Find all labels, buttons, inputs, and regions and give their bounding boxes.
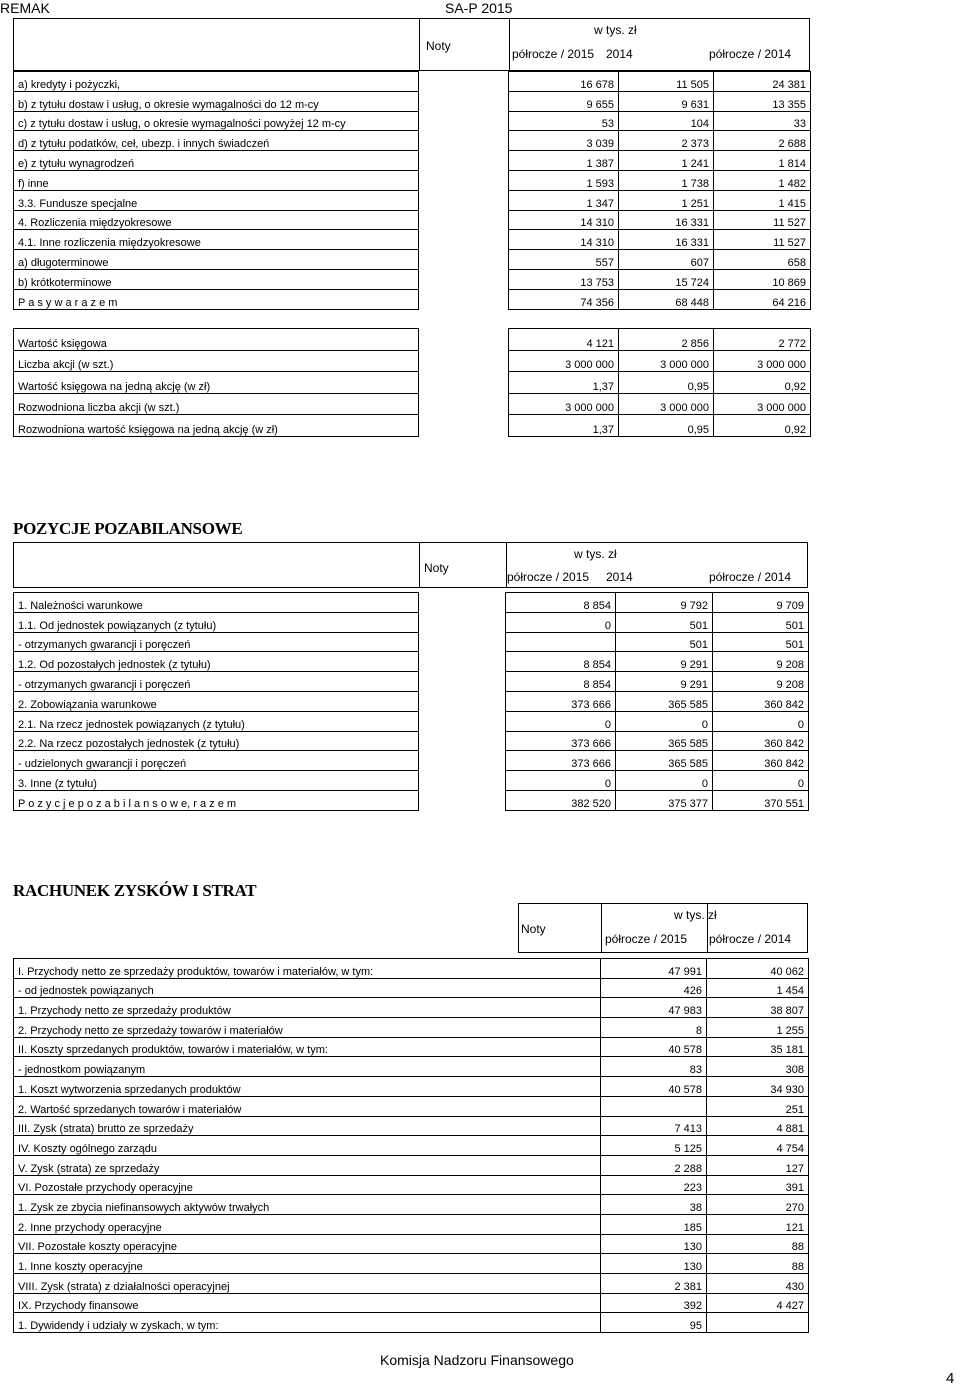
row-label: b) z tytułu dostaw i usług, o okresie wymagalności do 12 m-cy	[14, 91, 419, 111]
col-h1-2014: półrocze / 2014	[709, 47, 792, 61]
unit-label: w tys. zł	[574, 547, 617, 561]
value-cell-v2: 430	[707, 1274, 809, 1294]
value-cell-v2: 9 291	[616, 672, 713, 692]
notes-cell	[419, 771, 506, 791]
table-row	[14, 329, 811, 351]
table-row	[14, 1018, 809, 1038]
table-row	[14, 1293, 809, 1313]
row-label: IX. Przychody finansowe	[14, 1293, 601, 1313]
notes-cell	[419, 329, 509, 351]
notes-cell	[419, 372, 509, 394]
value-cell-v1: 47 991	[601, 959, 707, 979]
value-cell-v3: 64 216	[714, 289, 811, 309]
value-cell-v2: 38 807	[707, 998, 809, 1018]
noty-label: Noty	[426, 39, 451, 53]
row-label: 3.3. Fundusze specjalne	[14, 190, 419, 210]
value-cell-v1: 8 854	[506, 652, 616, 672]
table-row	[14, 731, 809, 751]
row-label: 2.1. Na rzecz jednostek powiązanych (z tytułu)	[14, 711, 419, 731]
row-label: III. Zysk (strata) brutto ze sprzedaży	[14, 1116, 601, 1136]
value-cell-v2: 9 792	[616, 593, 713, 613]
value-cell-v3: 1 415	[714, 190, 811, 210]
value-cell-v1: 130	[601, 1234, 707, 1254]
notes-cell	[419, 672, 506, 692]
value-cell-v1: 382 520	[506, 790, 616, 810]
table-row	[14, 1096, 809, 1116]
value-cell-v1: 3 000 000	[509, 393, 619, 415]
value-cell-v3: 0	[713, 711, 809, 731]
value-cell-v2: 1 255	[707, 1018, 809, 1038]
table-row	[14, 190, 811, 210]
offbalance-title: POZYCJE POZABILANSOWE	[13, 519, 243, 538]
col-h1-2014: półrocze / 2014	[709, 932, 792, 946]
table-row	[14, 998, 809, 1018]
notes-cell	[419, 131, 509, 151]
row-label: Wartość księgowa	[14, 329, 419, 351]
value-cell-v1: 8	[601, 1018, 707, 1038]
value-cell-v2: 365 585	[616, 691, 713, 711]
row-label: P o z y c j e p o z a b i l a n s o w e, r a z e m	[14, 790, 419, 810]
value-cell-v1: 0	[506, 711, 616, 731]
value-cell-v1: 223	[601, 1175, 707, 1195]
value-cell-v1: 47 983	[601, 998, 707, 1018]
row-label: 1. Dywidendy i udziały w zyskach, w tym:	[14, 1313, 601, 1333]
page-number: 4	[946, 1370, 955, 1387]
value-cell-v1: 1 347	[509, 190, 619, 210]
value-cell-v3: 10 869	[714, 269, 811, 289]
value-cell-v1: 1 387	[509, 151, 619, 171]
notes-cell	[419, 711, 506, 731]
value-cell-v2: 1 241	[619, 151, 714, 171]
offbalance-header	[13, 542, 808, 588]
table-row	[14, 210, 811, 230]
row-label: 1. Inne koszty operacyjne	[14, 1254, 601, 1274]
value-cell-v3: 11 527	[714, 230, 811, 250]
value-cell-v1: 95	[601, 1313, 707, 1333]
unit-label: w tys. zł	[594, 23, 637, 37]
value-cell-v2: 501	[616, 632, 713, 652]
value-cell-v1: 0	[506, 771, 616, 791]
value-cell-v1: 16 678	[509, 72, 619, 92]
value-cell-v2: 127	[707, 1155, 809, 1175]
notes-cell	[419, 415, 509, 437]
value-cell-v2: 1 738	[619, 170, 714, 190]
value-cell-v3: 9 709	[713, 593, 809, 613]
notes-cell	[419, 790, 506, 810]
noty-label: Noty	[521, 922, 546, 936]
row-label: - otrzymanych gwarancji i poręczeń	[14, 632, 419, 652]
table-row	[14, 978, 809, 998]
row-label: 2. Wartość sprzedanych towarów i materiałów	[14, 1096, 601, 1116]
row-label: 1. Koszt wytworzenia sprzedanych produktów	[14, 1077, 601, 1097]
value-cell-v2: 0,95	[619, 415, 714, 437]
col-h1-2015: półrocze / 2015	[512, 47, 595, 61]
value-cell-v3: 11 527	[714, 210, 811, 230]
table-row	[14, 632, 809, 652]
document-header-center: SA-P 2015	[445, 0, 513, 16]
value-cell-v1: 14 310	[509, 230, 619, 250]
value-cell-v1: 9 655	[509, 91, 619, 111]
table-row	[14, 593, 809, 613]
col-2014: 2014	[606, 570, 633, 584]
row-label: I. Przychody netto ze sprzedaży produktów, towarów i materiałów, w tym:	[14, 959, 601, 979]
value-cell-v1: 74 356	[509, 289, 619, 309]
row-label: 2.2. Na rzecz pozostałych jednostek (z tytułu)	[14, 731, 419, 751]
value-cell-v3: 1 482	[714, 170, 811, 190]
value-cell-v3: 3 000 000	[714, 350, 811, 372]
value-cell-v1: 2 288	[601, 1155, 707, 1175]
value-cell-v1: 14 310	[509, 210, 619, 230]
income-header	[518, 903, 808, 953]
value-cell-v2: 9 631	[619, 91, 714, 111]
table-row	[14, 1254, 809, 1274]
value-cell-v3: 370 551	[713, 790, 809, 810]
col-h1-2014: półrocze / 2014	[709, 570, 792, 584]
value-cell-v2: 40 062	[707, 959, 809, 979]
table-row	[14, 111, 811, 131]
table-row	[14, 1214, 809, 1234]
notes-cell	[419, 111, 509, 131]
value-cell-v2: 391	[707, 1175, 809, 1195]
value-cell-v3: 9 208	[713, 652, 809, 672]
notes-cell	[419, 751, 506, 771]
value-cell-v1: 557	[509, 250, 619, 270]
value-cell-v3: 360 842	[713, 751, 809, 771]
table-row	[14, 372, 811, 394]
table-row	[14, 151, 811, 171]
value-cell-v1: 8 854	[506, 672, 616, 692]
row-label: 1.2. Od pozostałych jednostek (z tytułu)	[14, 652, 419, 672]
value-cell-v1	[506, 632, 616, 652]
value-cell-v2: 0	[616, 771, 713, 791]
row-label: - od jednostek powiązanych	[14, 978, 601, 998]
passive-header	[13, 18, 810, 71]
table-row	[14, 350, 811, 372]
value-cell-v2: 501	[616, 612, 713, 632]
notes-cell	[419, 210, 509, 230]
row-label: 2. Inne przychody operacyjne	[14, 1214, 601, 1234]
value-cell-v2: 0,95	[619, 372, 714, 394]
value-cell-v2: 16 331	[619, 230, 714, 250]
table-row	[14, 1313, 809, 1333]
value-cell-v2: 121	[707, 1214, 809, 1234]
row-label: 1.1. Od jednostek powiązanych (z tytułu)	[14, 612, 419, 632]
value-cell-v3: 1 814	[714, 151, 811, 171]
notes-cell	[419, 289, 509, 309]
row-label: VII. Pozostałe koszty operacyjne	[14, 1234, 601, 1254]
row-label: P a s y w a r a z e m	[14, 289, 419, 309]
value-cell-v1: 0	[506, 612, 616, 632]
table-row	[14, 691, 809, 711]
row-label: V. Zysk (strata) ze sprzedaży	[14, 1155, 601, 1175]
value-cell-v1: 40 578	[601, 1037, 707, 1057]
table-row	[14, 1037, 809, 1057]
value-cell-v2: 68 448	[619, 289, 714, 309]
table-row	[14, 1136, 809, 1156]
value-cell-v3: 658	[714, 250, 811, 270]
notes-cell	[419, 393, 509, 415]
table-row	[14, 289, 811, 309]
notes-cell	[419, 691, 506, 711]
row-label: - udzielonych gwarancji i poręczeń	[14, 751, 419, 771]
row-label: Liczba akcji (w szt.)	[14, 350, 419, 372]
value-cell-v2: 375 377	[616, 790, 713, 810]
value-cell-v2: 1 251	[619, 190, 714, 210]
row-label: a) kredyty i pożyczki,	[14, 72, 419, 92]
row-label: e) z tytułu wynagrodzeń	[14, 151, 419, 171]
value-cell-v2: 3 000 000	[619, 350, 714, 372]
value-cell-v2: 270	[707, 1195, 809, 1215]
table-row	[14, 612, 809, 632]
notes-cell	[419, 250, 509, 270]
value-cell-v1: 83	[601, 1057, 707, 1077]
table-row	[14, 711, 809, 731]
footer: Komisja Nadzoru Finansowego	[380, 1352, 574, 1368]
value-cell-v2: 607	[619, 250, 714, 270]
offbalance-table	[13, 592, 809, 811]
value-cell-v1: 392	[601, 1293, 707, 1313]
value-cell-v1: 1 593	[509, 170, 619, 190]
row-label: c) z tytułu dostaw i usług, o okresie wymagalności powyżej 12 m-cy	[14, 111, 419, 131]
table-row	[14, 1234, 809, 1254]
row-label: IV. Koszty ogólnego zarządu	[14, 1136, 601, 1156]
income-title: RACHUNEK ZYSKÓW I STRAT	[13, 881, 257, 900]
value-cell-v1: 426	[601, 978, 707, 998]
unit-label: w tys. zł	[674, 908, 717, 922]
value-cell-v1: 1,37	[509, 372, 619, 394]
row-label: a) długoterminowe	[14, 250, 419, 270]
col-h1-2015: półrocze / 2015	[507, 570, 590, 584]
passive-table	[13, 71, 811, 310]
row-label: VIII. Zysk (strata) z działalności operacyjnej	[14, 1274, 601, 1294]
row-label: 3. Inne (z tytułu)	[14, 771, 419, 791]
value-cell-v2: 4 754	[707, 1136, 809, 1156]
row-label: II. Koszty sprzedanych produktów, towarów i materiałów, w tym:	[14, 1037, 601, 1057]
row-label: Rozwodniona liczba akcji (w szt.)	[14, 393, 419, 415]
row-label: f) inne	[14, 170, 419, 190]
value-cell-v2: 88	[707, 1234, 809, 1254]
value-cell-v2: 2 856	[619, 329, 714, 351]
value-cell-v3: 0	[713, 771, 809, 791]
value-cell-v2	[707, 1313, 809, 1333]
value-cell-v2: 9 291	[616, 652, 713, 672]
row-label: - otrzymanych gwarancji i poręczeń	[14, 672, 419, 692]
notes-cell	[419, 612, 506, 632]
table-row	[14, 959, 809, 979]
document-header-left: REMAK	[0, 0, 50, 16]
value-cell-v3: 9 208	[713, 672, 809, 692]
value-cell-v1	[601, 1096, 707, 1116]
value-cell-v1: 5 125	[601, 1136, 707, 1156]
table-row	[14, 131, 811, 151]
value-cell-v1: 38	[601, 1195, 707, 1215]
row-label: 2. Zobowiązania warunkowe	[14, 691, 419, 711]
value-cell-v2: 365 585	[616, 731, 713, 751]
table-row	[14, 751, 809, 771]
table-row	[14, 1155, 809, 1175]
notes-cell	[419, 151, 509, 171]
table-row	[14, 1274, 809, 1294]
value-cell-v2: 34 930	[707, 1077, 809, 1097]
value-cell-v2: 1 454	[707, 978, 809, 998]
notes-cell	[419, 72, 509, 92]
value-cell-v3: 0,92	[714, 415, 811, 437]
notes-cell	[419, 652, 506, 672]
value-cell-v1: 1,37	[509, 415, 619, 437]
table-row	[14, 393, 811, 415]
value-cell-v3: 2 688	[714, 131, 811, 151]
value-cell-v3: 2 772	[714, 329, 811, 351]
value-cell-v2: 3 000 000	[619, 393, 714, 415]
value-cell-v1: 13 753	[509, 269, 619, 289]
row-label: d) z tytułu podatków, ceł, ubezp. i innych świadczeń	[14, 131, 419, 151]
notes-cell	[419, 350, 509, 372]
row-label: 4. Rozliczenia międzyokresowe	[14, 210, 419, 230]
value-cell-v2: 4 427	[707, 1293, 809, 1313]
value-cell-v3: 13 355	[714, 91, 811, 111]
notes-cell	[419, 230, 509, 250]
row-label: b) krótkoterminowe	[14, 269, 419, 289]
notes-cell	[419, 731, 506, 751]
value-cell-v3: 360 842	[713, 731, 809, 751]
row-label: Rozwodniona wartość księgowa na jedną akcję (w zł)	[14, 415, 419, 437]
row-label: 1. Zysk ze zbycia niefinansowych aktywów trwałych	[14, 1195, 601, 1215]
value-cell-v2: 365 585	[616, 751, 713, 771]
value-cell-v1: 40 578	[601, 1077, 707, 1097]
col-h1-2015: półrocze / 2015	[605, 932, 688, 946]
notes-cell	[419, 91, 509, 111]
value-cell-v1: 185	[601, 1214, 707, 1234]
value-cell-v3: 0,92	[714, 372, 811, 394]
notes-cell	[419, 170, 509, 190]
value-cell-v3: 501	[713, 612, 809, 632]
value-cell-v1: 373 666	[506, 691, 616, 711]
table-row	[14, 672, 809, 692]
value-cell-v1: 8 854	[506, 593, 616, 613]
value-cell-v2: 104	[619, 111, 714, 131]
row-label: - jednostkom powiązanym	[14, 1057, 601, 1077]
notes-cell	[419, 269, 509, 289]
value-cell-v1: 7 413	[601, 1116, 707, 1136]
value-cell-v2: 0	[616, 711, 713, 731]
row-label: 1. Przychody netto ze sprzedaży produktów	[14, 998, 601, 1018]
col-2014: 2014	[606, 47, 633, 61]
table-row	[14, 1077, 809, 1097]
value-cell-v2: 35 181	[707, 1037, 809, 1057]
row-label: 2. Przychody netto ze sprzedaży towarów i materiałów	[14, 1018, 601, 1038]
table-row	[14, 91, 811, 111]
table-row	[14, 250, 811, 270]
table-row	[14, 1175, 809, 1195]
value-cell-v3: 3 000 000	[714, 393, 811, 415]
table-row	[14, 1195, 809, 1215]
row-label: VI. Pozostałe przychody operacyjne	[14, 1175, 601, 1195]
value-cell-v2: 2 373	[619, 131, 714, 151]
row-label: Wartość księgowa na jedną akcję (w zł)	[14, 372, 419, 394]
table-row	[14, 1116, 809, 1136]
table-row	[14, 771, 809, 791]
value-cell-v3: 33	[714, 111, 811, 131]
notes-cell	[419, 632, 506, 652]
value-cell-v1: 130	[601, 1254, 707, 1274]
value-cell-v2: 11 505	[619, 72, 714, 92]
value-cell-v3: 360 842	[713, 691, 809, 711]
row-label: 1. Należności warunkowe	[14, 593, 419, 613]
value-cell-v2: 88	[707, 1254, 809, 1274]
notes-cell	[419, 593, 506, 613]
table-row	[14, 230, 811, 250]
row-label: 4.1. Inne rozliczenia międzyokresowe	[14, 230, 419, 250]
value-cell-v2: 15 724	[619, 269, 714, 289]
table-row	[14, 652, 809, 672]
notes-cell	[419, 190, 509, 210]
income-table	[13, 958, 809, 1333]
value-cell-v1: 53	[509, 111, 619, 131]
value-cell-v2: 308	[707, 1057, 809, 1077]
table-row	[14, 72, 811, 92]
value-cell-v2: 4 881	[707, 1116, 809, 1136]
value-cell-v2: 16 331	[619, 210, 714, 230]
value-cell-v1: 3 000 000	[509, 350, 619, 372]
table-row	[14, 170, 811, 190]
book-value-table	[13, 328, 811, 437]
value-cell-v1: 4 121	[509, 329, 619, 351]
table-row	[14, 415, 811, 437]
value-cell-v3: 24 381	[714, 72, 811, 92]
value-cell-v1: 373 666	[506, 751, 616, 771]
value-cell-v3: 501	[713, 632, 809, 652]
value-cell-v1: 2 381	[601, 1274, 707, 1294]
table-row	[14, 790, 809, 810]
value-cell-v1: 373 666	[506, 731, 616, 751]
table-row	[14, 1057, 809, 1077]
noty-label: Noty	[424, 561, 449, 575]
value-cell-v1: 3 039	[509, 131, 619, 151]
value-cell-v2: 251	[707, 1096, 809, 1116]
table-row	[14, 269, 811, 289]
